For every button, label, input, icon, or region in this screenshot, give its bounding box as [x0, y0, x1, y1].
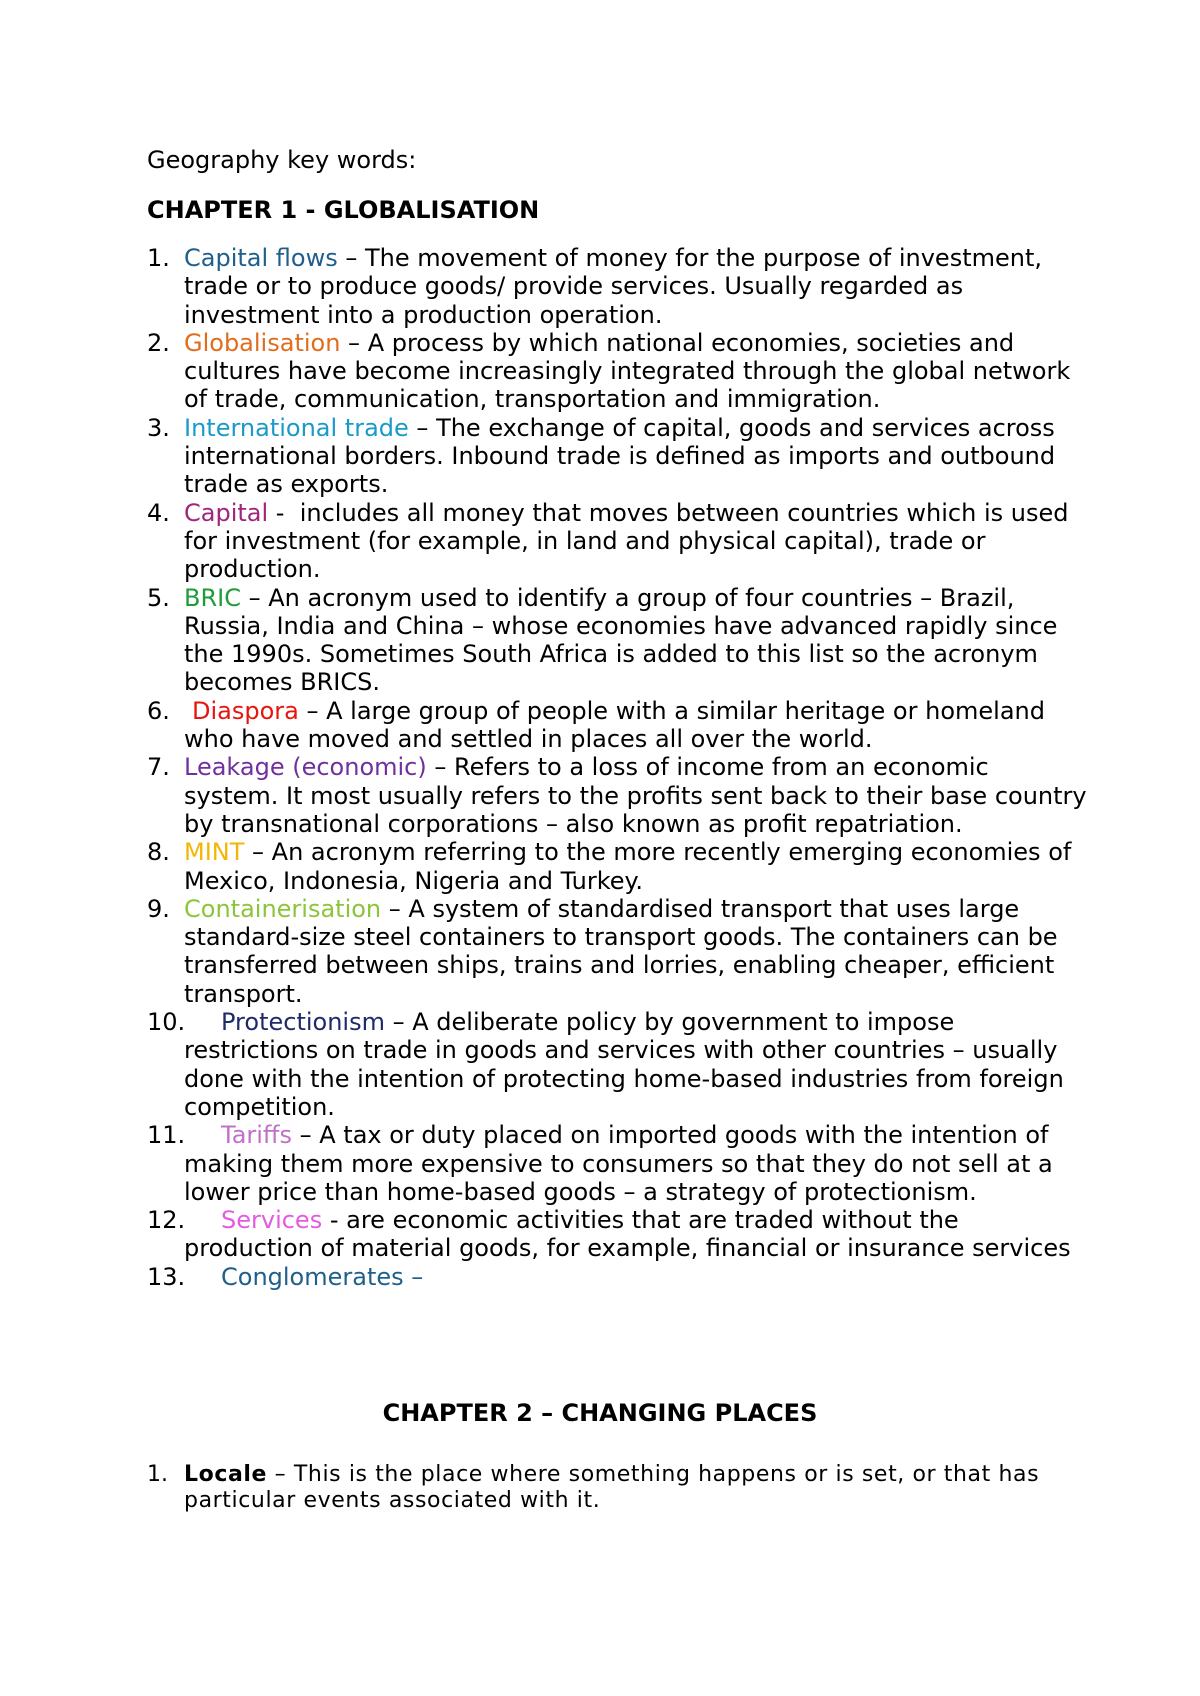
item-number: 13.	[147, 1262, 186, 1291]
keyword-item	[147, 753, 1087, 838]
item-number: 11.	[147, 1121, 186, 1150]
keyword-separator: -	[322, 1206, 347, 1235]
keyword-item	[147, 499, 1087, 584]
item-number: 1.	[147, 1462, 168, 1487]
item-number: 12.	[147, 1206, 186, 1235]
keyword-separator: –	[408, 413, 437, 442]
keyword-separator: –	[291, 1121, 320, 1150]
keyword-definition: A tax or duty placed on imported goods with the intention of making them more expensive to consumers so that they do not sell at a lower price than home-based goods – a strategy of protectionism.	[184, 1121, 1053, 1206]
keyword-separator: –	[240, 583, 269, 612]
keyword-term: MINT	[184, 838, 245, 867]
keyword-item	[147, 697, 1087, 754]
keyword-separator: –	[337, 244, 365, 272]
item-number: 4.	[147, 498, 170, 527]
keyword-item	[147, 1008, 1087, 1121]
keyword-item	[147, 838, 1087, 895]
item-number: 3.	[147, 413, 170, 442]
keyword-term: Locale	[184, 1462, 268, 1487]
keyword-item	[147, 244, 1087, 329]
keyword-item	[147, 895, 1087, 1008]
keyword-term: Containerisation	[184, 894, 382, 923]
keyword-definition: includes all money that moves between countries which is used for investment (for example, in land and physical capital), trade or production.	[184, 498, 1069, 584]
item-number: 7.	[147, 753, 170, 782]
keyword-term: Protectionism	[221, 1008, 385, 1037]
item-number: 10.	[147, 1008, 186, 1037]
keyword-separator: –	[267, 1462, 294, 1487]
item-number: 2.	[147, 328, 170, 357]
keyword-item	[147, 1121, 1087, 1206]
keyword-definition: The movement of money for the purpose of investment, trade or to produce goods/ provide services. Usually regarded as investment into a production operation.	[184, 244, 1042, 329]
keyword-separator: –	[340, 328, 368, 357]
keyword-definition: Refers to a loss of income from an economic system. It most usually refers to the profits sent back to their base country by transnational corporations – also known as profit repatriation.	[184, 753, 1087, 838]
keyword-term: International trade	[184, 413, 409, 442]
keyword-definition: are economic activities that are traded without the production of material goods, for example, financial or insurance services	[184, 1206, 1071, 1263]
keyword-separator: –	[384, 1008, 413, 1037]
keyword-term: Leakage (economic)	[184, 753, 427, 782]
keyword-definition: A large group of people with a similar heritage or homeland who have moved and settled in places all over the world.	[184, 696, 1045, 754]
keyword-definition: A deliberate policy by government to impose restrictions on trade in goods and services with other countries – usually done with the intention of protecting home-based industries from foreign competition.	[184, 1008, 1064, 1121]
keyword-term: Diaspora	[192, 696, 299, 725]
keyword-separator: –	[381, 894, 409, 923]
keyword-definition: The exchange of capital, goods and services across international borders. Inbound trade is defined as imports and outbound trade as exports.	[184, 413, 1056, 499]
keyword-separator: –	[426, 753, 455, 782]
item-number: 9.	[147, 894, 170, 923]
item-number: 5.	[147, 583, 170, 612]
keyword-term: BRIC	[184, 583, 241, 612]
keyword-definition: A process by which national economies, societies and cultures have become increasingly integrated through the global network of trade, communication, transportation and immigration.	[184, 328, 1071, 414]
keyword-definition: This is the place where something happens or is set, or that has particular events associated with it.	[184, 1462, 1040, 1513]
keyword-term: Tariffs	[221, 1121, 292, 1150]
keyword-item	[147, 329, 1087, 414]
chapter-1-keyword-list	[147, 244, 1087, 1291]
keyword-item	[147, 584, 1087, 697]
keyword-term: Capital flows	[184, 244, 338, 272]
keyword-item	[147, 1263, 1087, 1291]
keyword-separator: –	[244, 838, 272, 867]
keyword-term: Capital	[184, 498, 269, 527]
keyword-term: Conglomerates –	[221, 1262, 424, 1291]
keyword-separator: -	[268, 498, 300, 527]
keyword-term: Globalisation	[184, 328, 341, 357]
keyword-definition: An acronym used to identify a group of four countries – Brazil, Russia, India and China – whose economies have advanced rapidly since the 1990s. Sometimes South Africa is added to this list so the acronym becomes BRICS.	[184, 583, 1058, 697]
item-number: 6.	[147, 696, 170, 725]
chapter-2-keyword-list	[147, 1462, 1047, 1514]
keyword-definition: A system of standardised transport that uses large standard-size steel containers to transport goods. The containers can be transferred between ships, trains and lorries, enabling cheaper, efficient transport.	[184, 894, 1058, 1008]
item-number: 8.	[147, 838, 170, 867]
keyword-item	[147, 1462, 1047, 1514]
keyword-item	[147, 1206, 1087, 1263]
keyword-separator: –	[298, 696, 327, 725]
item-number: 1.	[147, 244, 170, 272]
keyword-item	[147, 414, 1087, 499]
keyword-definition: An acronym referring to the more recently emerging economies of Mexico, Indonesia, Nigeria and Turkey.	[184, 838, 1072, 895]
chapter-2-title: CHAPTER 2 – CHANGING PLACES	[382, 1399, 818, 1427]
keyword-term: Services	[221, 1206, 323, 1235]
document-intro: Geography key words:	[147, 146, 417, 174]
chapter-1-title: CHAPTER 1 - GLOBALISATION	[147, 196, 540, 224]
